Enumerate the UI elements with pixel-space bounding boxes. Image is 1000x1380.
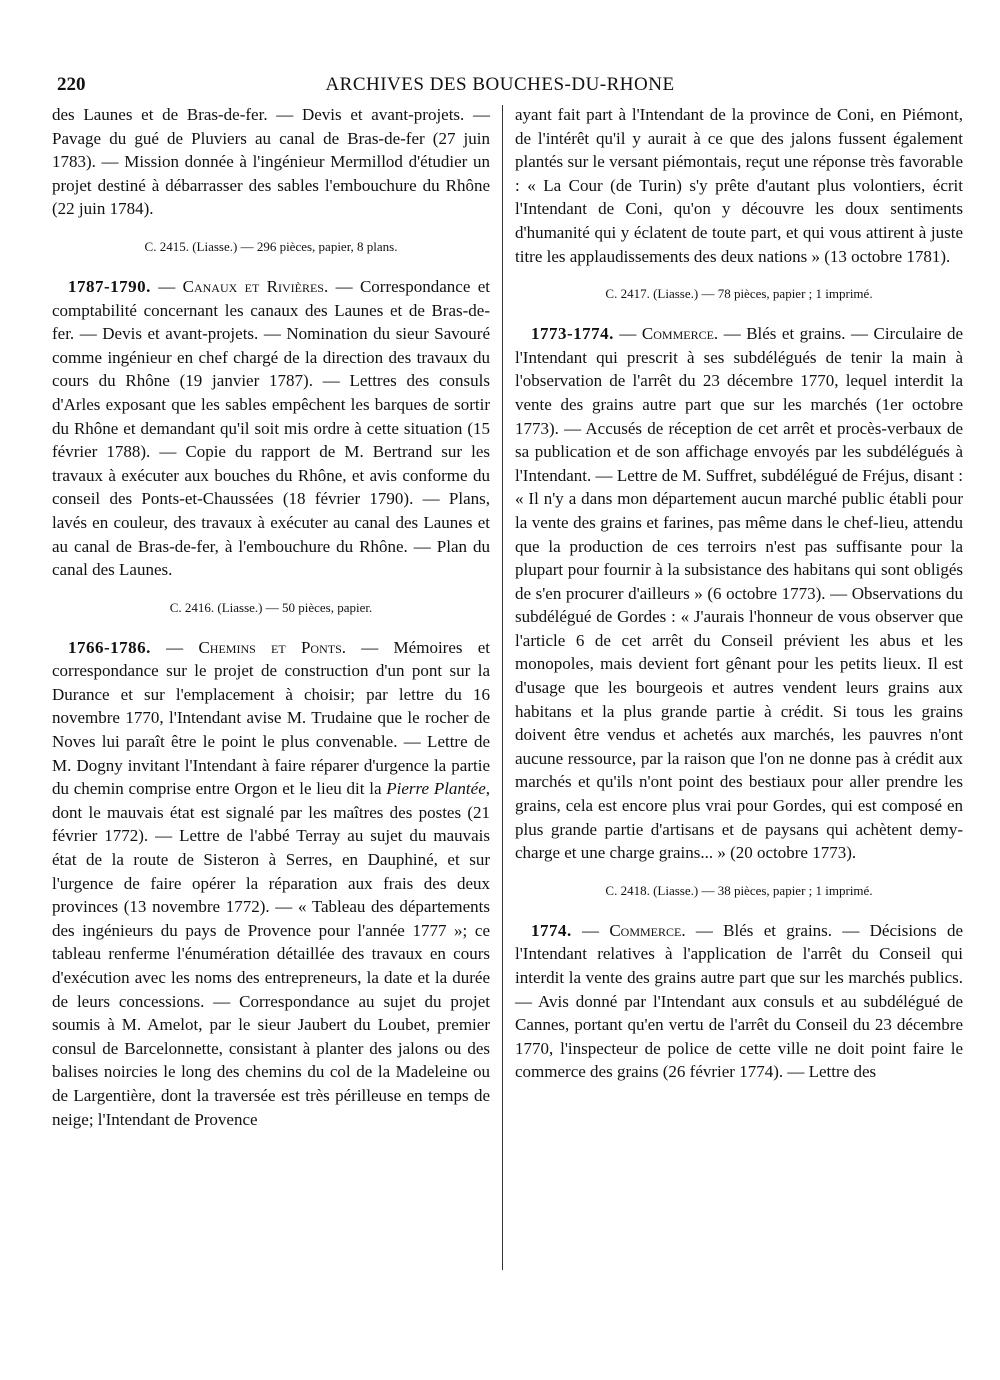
continuation-text: ayant fait part à l'Intendant de la province de Coni, en Piémont, de l'intérêt qu'il y aurait à ce que des jalons fussent également plantés sur le versant piémontais, reçut une réponse très favorable : « La Cour (de Turin) s'y prête d'autant plus volontiers, écrit l'Intendant de Coni, qu'on y découvre les doux sentiments d'humanité qui y éclatent de toute part, et qui vous attirent à juste titre les applaudissements des deux nations » (13 octobre 1781). <box>515 105 963 266</box>
entry-text-cont: , dont le mauvais état est signalé par les maîtres des postes (21 février 1772). — Lettre de l'abbé Terray au sujet du mauvais état de la route de Sisteron à Serres, en Dauphiné, et sur l'urgence de faire opérer la réparation aux frais des deux provinces (13 novembre 1772). — « Tableau des départements des ingénieurs du pays de Provence pour l'année 1777 »; ce tableau renferme l'énumération détaillée des travaux en cours d'exécution avec les noms des entrepreneurs, la date et la durée de leurs concessions. — Correspondance au sujet du projet soumis à M. Amelot, par le sieur Jaubert du Loubet, premier consul de Barcelonnette, consistant à planter des jalons ou des balises noircies le long des chemins du col de la Madeleine ou de Largentière, dont la traversée est très périlleuse en temps de neige; l'Intendant de Provence <box>52 779 490 1129</box>
page-number: 220 <box>57 74 86 95</box>
entry-2417: 1773-1774. — Commerce. — Blés et grains. — Circulaire de l'Intendant qui prescrit à ses subdélégués de tenir la main à l'observation de l'arrêt du 23 décembre 1770, lequel interdit la vente des grains autre part que sur les marchés (1er octobre 1773). — Accusés de réception de cet arrêt et procès-verbaux de sa publication et de son affichage envoyés par les subdélégués à l'Intendant. — Lettre de M. Suffret, subdélégué de Fréjus, disant : « Il n'y a dans mon département aucun marché public établi pour la vente des grains et farines, pas même dans le chef-lieu, attendu que la production de ces terroirs n'est pas suffisante pour la plupart pour fournir à la subsistance des habitans qui sont obligés de s'en procurer d'ailleurs » (6 octobre 1773). — Observations du subdélégué de Gordes : « J'aurais l'honneur de vous observer que l'article 6 de cet arrêt du Conseil prévient les abus et les monopoles, mais devient fort gênant pour les petits lieux. Il est d'usage que les bourgeois et autres vendent leurs grains aux habitans et la plus grande partie à crédit. Si tous les grains doivent être vendus et achetés aux marchés, les pauvres n'ont aucune ressource, par la raison que l'on ne donne pas à crédit aux marchés et qu'ils n'ont point des bestiaux pour aller prendre les grains, cela est encore plus vrai pour Gordes, qui est composé en plus grande partie d'artisans et de paysans qui achètent demy-charge et une charge grains... » (20 octobre 1773). <box>515 324 963 863</box>
left-column <box>52 103 490 1131</box>
entry-date: 1773-1774. <box>531 324 614 344</box>
entry-subject: Commerce. <box>609 920 686 940</box>
entry-text: — Blés et grains. — Décisions de l'Intendant relatives à l'application de l'arrêt du Conseil qui interdit la vente des grains autre part que sur les marchés publics. — Avis donné par l'Intendant aux consuls et au subdélégué de Cannes, portant qu'en vertu de l'arrêt du Conseil du 23 décembre 1770, l'inspecteur de police de cette ville ne doit point faire le commerce des grains (26 février 1774). — Lettre des <box>515 920 963 1082</box>
running-head: ARCHIVES DES BOUCHES-DU-RHONE <box>325 74 675 95</box>
entry-2418: 1774. — Commerce. — Blés et grains. — Décisions de l'Intendant relatives à l'application de l'arrêt du Conseil qui interdit la vente des grains autre part que sur les marchés publics. — Avis donné par l'Intendant aux consuls et au subdélégué de Cannes, portant qu'en vertu de l'arrêt du Conseil du 23 décembre 1770, l'inspecteur de police de cette ville ne doit point faire le commerce des grains (26 février 1774). — Lettre des <box>515 920 963 1082</box>
entry-2415: 1787-1790. — Canaux et Rivières. — Correspondance et comptabilité concernant les canaux des Launes et de Bras-de-fer. — Devis et avant-projets. — Nomination du sieur Savouré comme ingénieur en chef chargé de la direction des travaux du cours du Rhône (19 janvier 1787). — Lettres des consuls d'Arles exposant que les sables empêchent les barques de sortir du Rhône et demandant qu'il soit mis ordre à cette situation (15 février 1788). — Copie du rapport de M. Bertrand sur les travaux à exécuter aux bouches du Rhône, et avis conforme du conseil des Ponts-et-Chaussées (18 février 1790). — Plans, lavés en couleur, des travaux à exécuter au canal des Launes et au canal de Bras-de-fer, à l'embouchure du Rhône. — Plan du canal des Launes. <box>52 276 491 580</box>
entry-subject: Commerce. <box>641 324 719 344</box>
entry-date: 1787-1790. <box>68 276 151 296</box>
entry-date: 1766-1786. <box>68 637 151 657</box>
entry-subject: Chemins et Ponts. <box>198 637 347 657</box>
entry-subject: Canaux et Rivières. <box>182 276 329 296</box>
entry-text: — Mémoires et correspondance sur le projet de construction d'un pont sur la Durance et sur l'emplacement à choisir; par lettre du 16 novembre 1770, l'Intendant avise M. Trudaine que le rocher de Noves lui paraît être le point le plus convenable. — Lettre de M. Dogny invitant l'Intendant à faire réparer d'urgence la partie du chemin comprise entre Orgon et le lieu dit la <box>52 637 491 799</box>
entry-2416: 1766-1786. — Chemins et Ponts. — Mémoires et correspondance sur le projet de construction d'un pont sur la Durance et sur l'emplacement à choisir; par lettre du 16 novembre 1770, l'Intendant avise M. Trudaine que le rocher de Noves lui paraît être le point le plus convenable. — Lettre de M. Dogny invitant l'Intendant à faire réparer d'urgence la partie du chemin comprise entre Orgon et le lieu dit la Pierre Plantée, dont le mauvais état est signalé par les maîtres des postes (21 février 1772). — Lettre de l'abbé Terray au sujet du mauvais état de la route de Sisteron à Serres, en Dauphiné, et sur l'urgence de faire opérer la réparation aux frais des deux provinces (13 novembre 1772). — « Tableau des départements des ingénieurs du pays de Provence pour l'année 1777 »; ce tableau renferme l'énumération détaillée des travaux en cours d'exécution avec les noms des entrepreneurs, la date et la durée de leurs concessions. — Correspondance au sujet du projet soumis à M. Amelot, par le sieur Jaubert du Loubet, premier consul de Barcelonnette, consistant à planter des jalons ou des balises noircies le long des chemins du col de la Madeleine ou de Largentière, dont la traversée est très périlleuse en temps de neige; l'Intendant de Provence <box>52 637 491 1129</box>
entry-date: 1774. <box>531 920 572 940</box>
entry-text: — Blés et grains. — Circulaire de l'Intendant qui prescrit à ses subdélégués de tenir la main à l'observation de l'arrêt du 23 décembre 1770, lequel interdit la vente des grains autre part que sur les marchés (1er octobre 1773). — Accusés de réception de cet arrêt et procès-verbaux de sa publication et de son affichage envoyés par les subdélégués à l'Intendant. — Lettre de M. Suffret, subdélégué de Fréjus, disant : « Il n'y a dans mon département aucun marché public établi pour la vente des grains et farines, pas même dans le chef-lieu, attendu que la production de ces terroirs n'est pas suffisante pour la plupart pour fournir à la subsistance des habitans qui sont obligés de s'en procurer d'ailleurs » (6 octobre 1773). — Observations du subdélégué de Gordes : « J'aurais l'honneur de vous observer que l'article 6 de cet arrêt du Conseil prévient les abus et les monopoles, mais devient fort gênant pour les petits lieux. Il est d'usage que les bourgeois et autres vendent leurs grains aux habitans et la plus grande partie à crédit. Si tous les grains doivent être vendus et achetés aux marchés, les pauvres n'ont aucune ressource, par la raison que l'on ne donne pas à crédit aux marchés et qu'ils n'ont point des bestiaux pour aller prendre les grains, cela est encore plus vrai pour Gordes, qui est composé en plus grande partie d'artisans et de paysans qui achètent demy-charge et une charge grains... » (20 octobre 1773). <box>515 324 963 863</box>
entry-text: — Correspondance et comptabilité concernant les canaux des Launes et de Bras-de-fer. — Devis et avant-projets. — Nomination du sieur Savouré comme ingénieur en chef chargé de la direction des travaux du cours du Rhône (19 janvier 1787). — Lettres des consuls d'Arles exposant que les sables empêchent les barques de sortir du Rhône et demandant qu'il soit mis ordre à cette situation (15 février 1788). — Copie du rapport de M. Bertrand sur les travaux à exécuter aux bouches du Rhône, et avis conforme du conseil des Ponts-et-Chaussées (18 février 1790). — Plans, lavés en couleur, des travaux à exécuter au canal des Launes et au canal de Bras-de-fer, à l'embouchure du Rhône. — Plan du canal des Launes. <box>52 276 491 580</box>
cote-2417: C. 2417. (Liasse.) — 78 pièces, papier ; 1 imprimé. <box>605 286 873 302</box>
column-divider <box>502 105 503 1270</box>
cote-2415: C. 2415. (Liasse.) — 296 pièces, papier, 8 plans. <box>144 238 398 254</box>
right-column <box>515 103 963 1084</box>
entry-italic: Pierre Plantée <box>386 779 486 799</box>
continuation-text: des Launes et de Bras-de-fer. — Devis et avant-projets. — Pavage du gué de Pluviers au canal de Bras-de-fer (27 juin 1783). — Mission donnée à l'ingénieur Mermillod d'étudier un projet destiné à débarrasser des sables l'embouchure du Rhône (22 juin 1784). <box>52 105 490 219</box>
cote-2416: C. 2416. (Liasse.) — 50 pièces, papier. <box>169 599 373 615</box>
cote-2418: C. 2418. (Liasse.) — 38 pièces, papier ; 1 imprimé. <box>605 882 873 898</box>
